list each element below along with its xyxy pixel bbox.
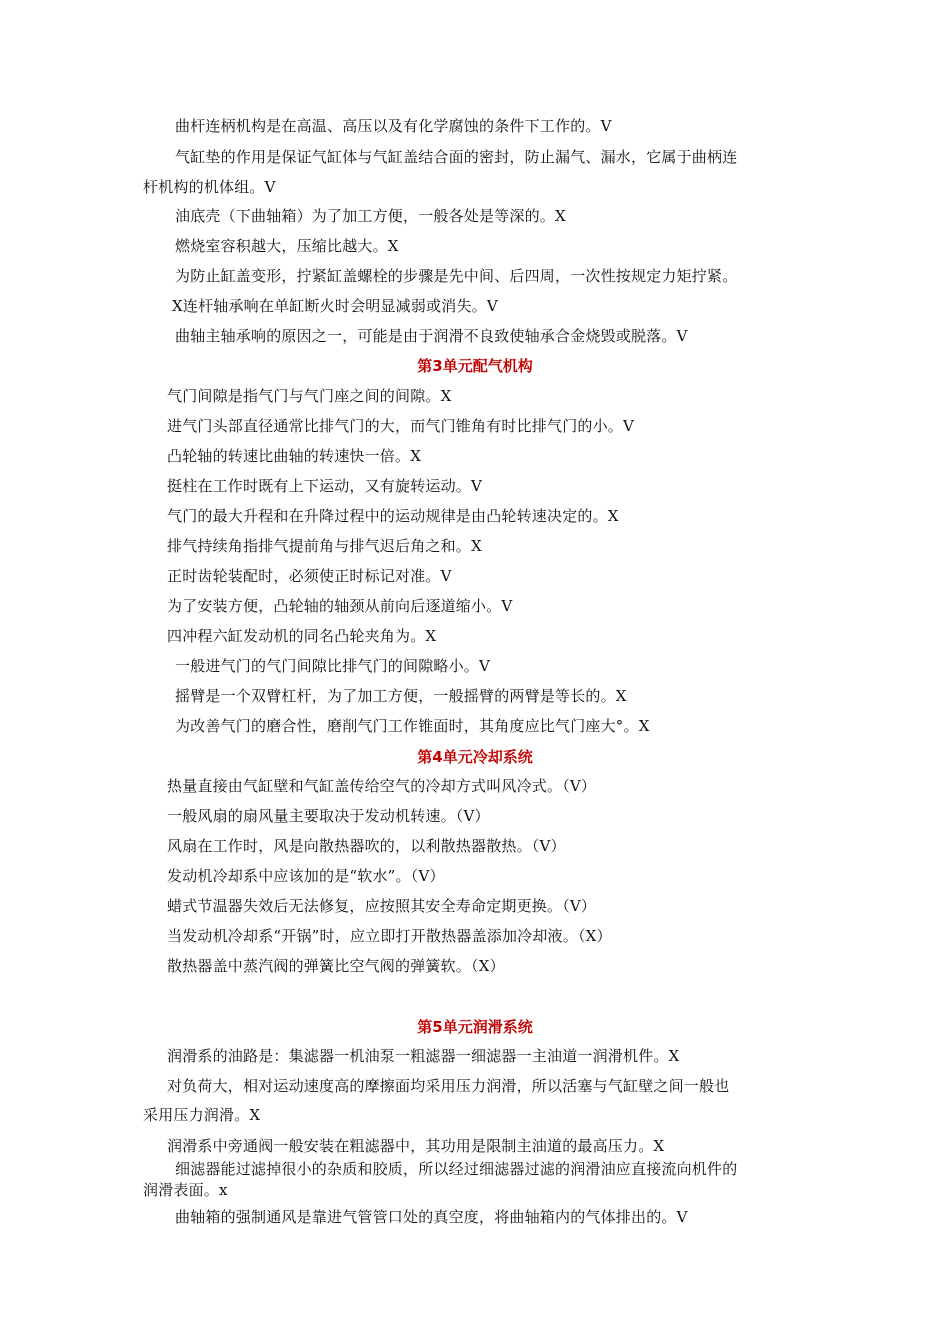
text-line: 润滑表面。x bbox=[143, 1181, 228, 1199]
text-line: 排气持续角指排气提前角与排气迟后角之和。X bbox=[167, 537, 482, 555]
text-line: 蜡式节温器失效后无法修复，应按照其安全寿命定期更换。（V） bbox=[167, 897, 597, 915]
text-line: 为了安装方便，凸轮轴的轴颈从前向后逐道缩小。V bbox=[167, 597, 513, 615]
text-line: 四冲程六缸发动机的同名凸轮夹角为。X bbox=[167, 627, 437, 645]
text-line: 气门间隙是指气门与气门座之间的间隙。X bbox=[167, 387, 452, 405]
text-line: 一般进气门的气门间隙比排气门的间隙略小。V bbox=[175, 657, 491, 675]
section-heading: 第3单元配气机构 bbox=[417, 357, 533, 375]
text-line: X连杆轴承响在单缸断火时会明显减弱或消失。V bbox=[172, 297, 498, 315]
text-line: 气门的最大升程和在升降过程中的运动规律是由凸轮转速决定的。X bbox=[167, 507, 619, 525]
text-line: 一般风扇的扇风量主要取决于发动机转速。（V） bbox=[167, 807, 490, 825]
text-line: 发动机冷却系中应该加的是“软水”。（V） bbox=[167, 867, 445, 885]
text-line: 曲轴主轴承响的原因之一，可能是由于润滑不良致使轴承合金烧毁或脱落。V bbox=[175, 327, 688, 345]
section-heading: 第4单元冷却系统 bbox=[417, 748, 533, 766]
text-line: 热量直接由气缸壁和气缸盖传给空气的冷却方式叫风冷式。（V） bbox=[167, 777, 597, 795]
text-line: 细滤器能过滤掉很小的杂质和胶质，所以经过细滤器过滤的润滑油应直接流向机件的 bbox=[175, 1160, 738, 1178]
text-line: 凸轮轴的转速比曲轴的转速快一倍。X bbox=[167, 447, 422, 465]
text-line: 杆机构的机体组。V bbox=[143, 178, 276, 196]
text-line: 摇臂是一个双臂杠杆，为了加工方便，一般摇臂的两臂是等长的。X bbox=[175, 687, 627, 705]
text-line: 为改善气门的磨合性，磨削气门工作锥面时，其角度应比气门座大°。X bbox=[175, 717, 650, 735]
text-line: 散热器盖中蒸汽阀的弹簧比空气阀的弹簧软。（X） bbox=[167, 957, 505, 975]
text-line: 对负荷大，相对运动速度高的摩擦面均采用压力润滑，所以活塞与气缸壁之间一般也 bbox=[167, 1077, 730, 1095]
text-line: 润滑系中旁通阀一般安装在粗滤器中，其功用是限制主油道的最高压力。X bbox=[167, 1137, 665, 1155]
text-line: 风扇在工作时，风是向散热器吹的，以利散热器散热。（V） bbox=[167, 837, 566, 855]
text-line: 为防止缸盖变形，拧紧缸盖螺栓的步骤是先中间、后四周，一次性按规定力矩拧紧。 bbox=[175, 267, 738, 285]
text-line: 气缸垫的作用是保证气缸体与气缸盖结合面的密封，防止漏气、漏水，它属于曲柄连 bbox=[175, 148, 738, 166]
text-line: 正时齿轮装配时，必须使正时标记对准。V bbox=[167, 567, 452, 585]
text-line: 采用压力润滑。X bbox=[143, 1106, 261, 1124]
text-line: 曲轴箱的强制通风是靠进气管管口处的真空度，将曲轴箱内的气体排出的。V bbox=[175, 1208, 688, 1226]
section-heading: 第5单元润滑系统 bbox=[417, 1018, 533, 1036]
text-line: 燃烧室容积越大，压缩比越大。X bbox=[175, 237, 399, 255]
text-line: 曲杆连柄机构是在高温、高压以及有化学腐蚀的条件下工作的。V bbox=[175, 117, 612, 135]
text-line: 挺柱在工作时既有上下运动，又有旋转运动。V bbox=[167, 477, 483, 495]
text-line: 油底壳（下曲轴箱）为了加工方便，一般各处是等深的。X bbox=[175, 207, 566, 225]
text-line: 润滑系的油路是：集滤器一机油泵一粗滤器一细滤器一主油道一润滑机件。X bbox=[167, 1047, 680, 1065]
text-line: 当发动机冷却系“开锅”时，应立即打开散热器盖添加冷却液。（X） bbox=[167, 927, 612, 945]
text-line: 进气门头部直径通常比排气门的大，而气门锥角有时比排气门的小。V bbox=[167, 417, 635, 435]
